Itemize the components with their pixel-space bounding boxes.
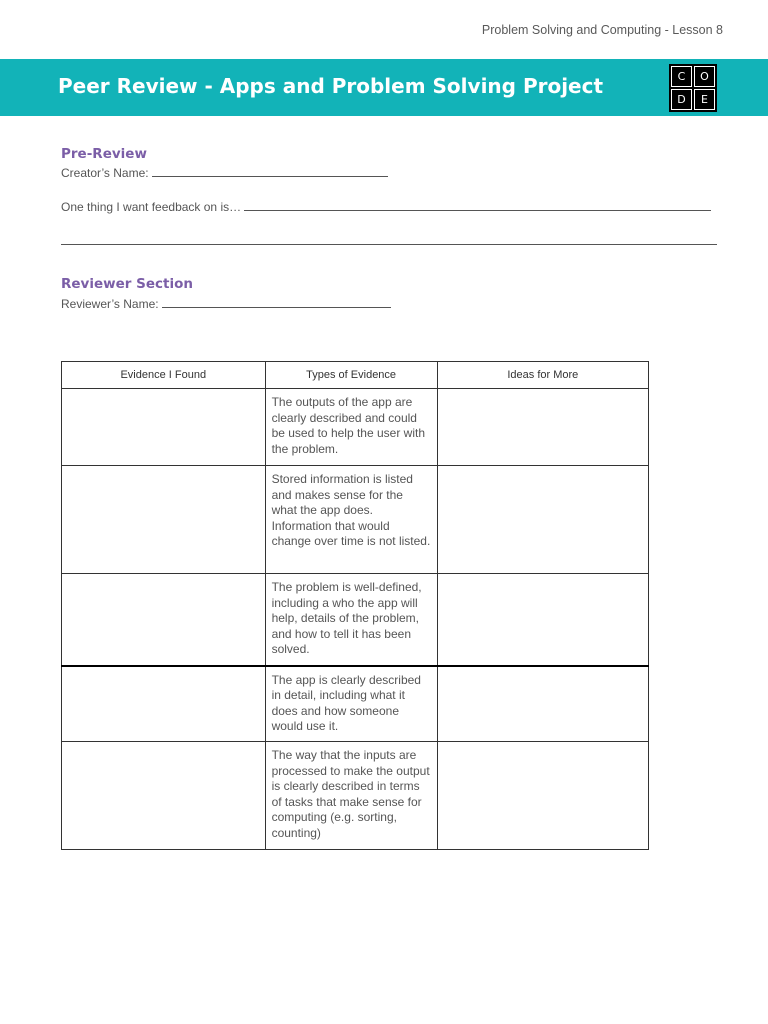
code-logo: [669, 64, 717, 112]
reviewer-name-line: [61, 296, 391, 311]
ideas-cell[interactable]: [437, 574, 648, 666]
lesson-header: Problem Solving and Computing - Lesson 8: [481, 23, 723, 37]
creator-name-label: Creator’s Name:: [61, 166, 149, 180]
feedback-label: One thing I want feedback on is…: [61, 200, 242, 214]
ideas-cell[interactable]: [437, 742, 648, 850]
table-row: [62, 666, 649, 742]
creator-name-field[interactable]: [152, 165, 388, 177]
evidence-type-cell: The problem is well-defined, including a who the app will help, details of the problem, and how to tell it has been solved.: [265, 574, 437, 666]
feedback-field[interactable]: [244, 199, 711, 211]
evidence-type-cell: Stored information is listed and makes sense for the what the app does. Information that would change over time is not listed.: [265, 466, 437, 574]
table-row: [62, 466, 649, 574]
evidence-cell[interactable]: [62, 389, 266, 466]
reviewer-name-label: Reviewer’s Name:: [61, 297, 159, 311]
header-types-of-evidence: Types of Evidence: [265, 362, 437, 389]
evidence-type-cell: The way that the inputs are processed to make the output is clearly described in terms of tasks that make sense for computing (e.g. sorting, counting): [265, 742, 437, 850]
evidence-cell[interactable]: [62, 466, 266, 574]
evidence-table: [61, 361, 649, 850]
logo-letter-e: E: [694, 89, 715, 110]
logo-letter-o: O: [694, 66, 715, 87]
evidence-cell[interactable]: [62, 574, 266, 666]
table-header-row: [62, 362, 649, 389]
ideas-cell[interactable]: [437, 389, 648, 466]
table-row: [62, 389, 649, 466]
logo-letter-d: D: [671, 89, 692, 110]
table-row: [62, 574, 649, 666]
reviewer-section-heading: Reviewer Section: [61, 276, 193, 292]
creator-name-line: [61, 165, 388, 180]
reviewer-name-field[interactable]: [162, 296, 391, 308]
evidence-type-cell: The app is clearly described in detail, including what it does and how someone would use it.: [265, 666, 437, 742]
ideas-cell[interactable]: [437, 666, 648, 742]
feedback-line: [61, 199, 711, 214]
table-row: [62, 742, 649, 850]
evidence-cell[interactable]: [62, 742, 266, 850]
header-ideas-for-more: Ideas for More: [437, 362, 648, 389]
logo-letter-c: C: [671, 66, 692, 87]
evidence-type-cell: The outputs of the app are clearly described and could be used to help the user with the problem.: [265, 389, 437, 466]
evidence-cell[interactable]: [62, 666, 266, 742]
header-evidence-found: Evidence I Found: [62, 362, 266, 389]
feedback-field-continued[interactable]: [61, 244, 717, 245]
title-banner: [0, 59, 768, 116]
page-title: Peer Review - Apps and Problem Solving Project: [58, 74, 604, 98]
ideas-cell[interactable]: [437, 466, 648, 574]
pre-review-heading: Pre-Review: [61, 146, 147, 162]
